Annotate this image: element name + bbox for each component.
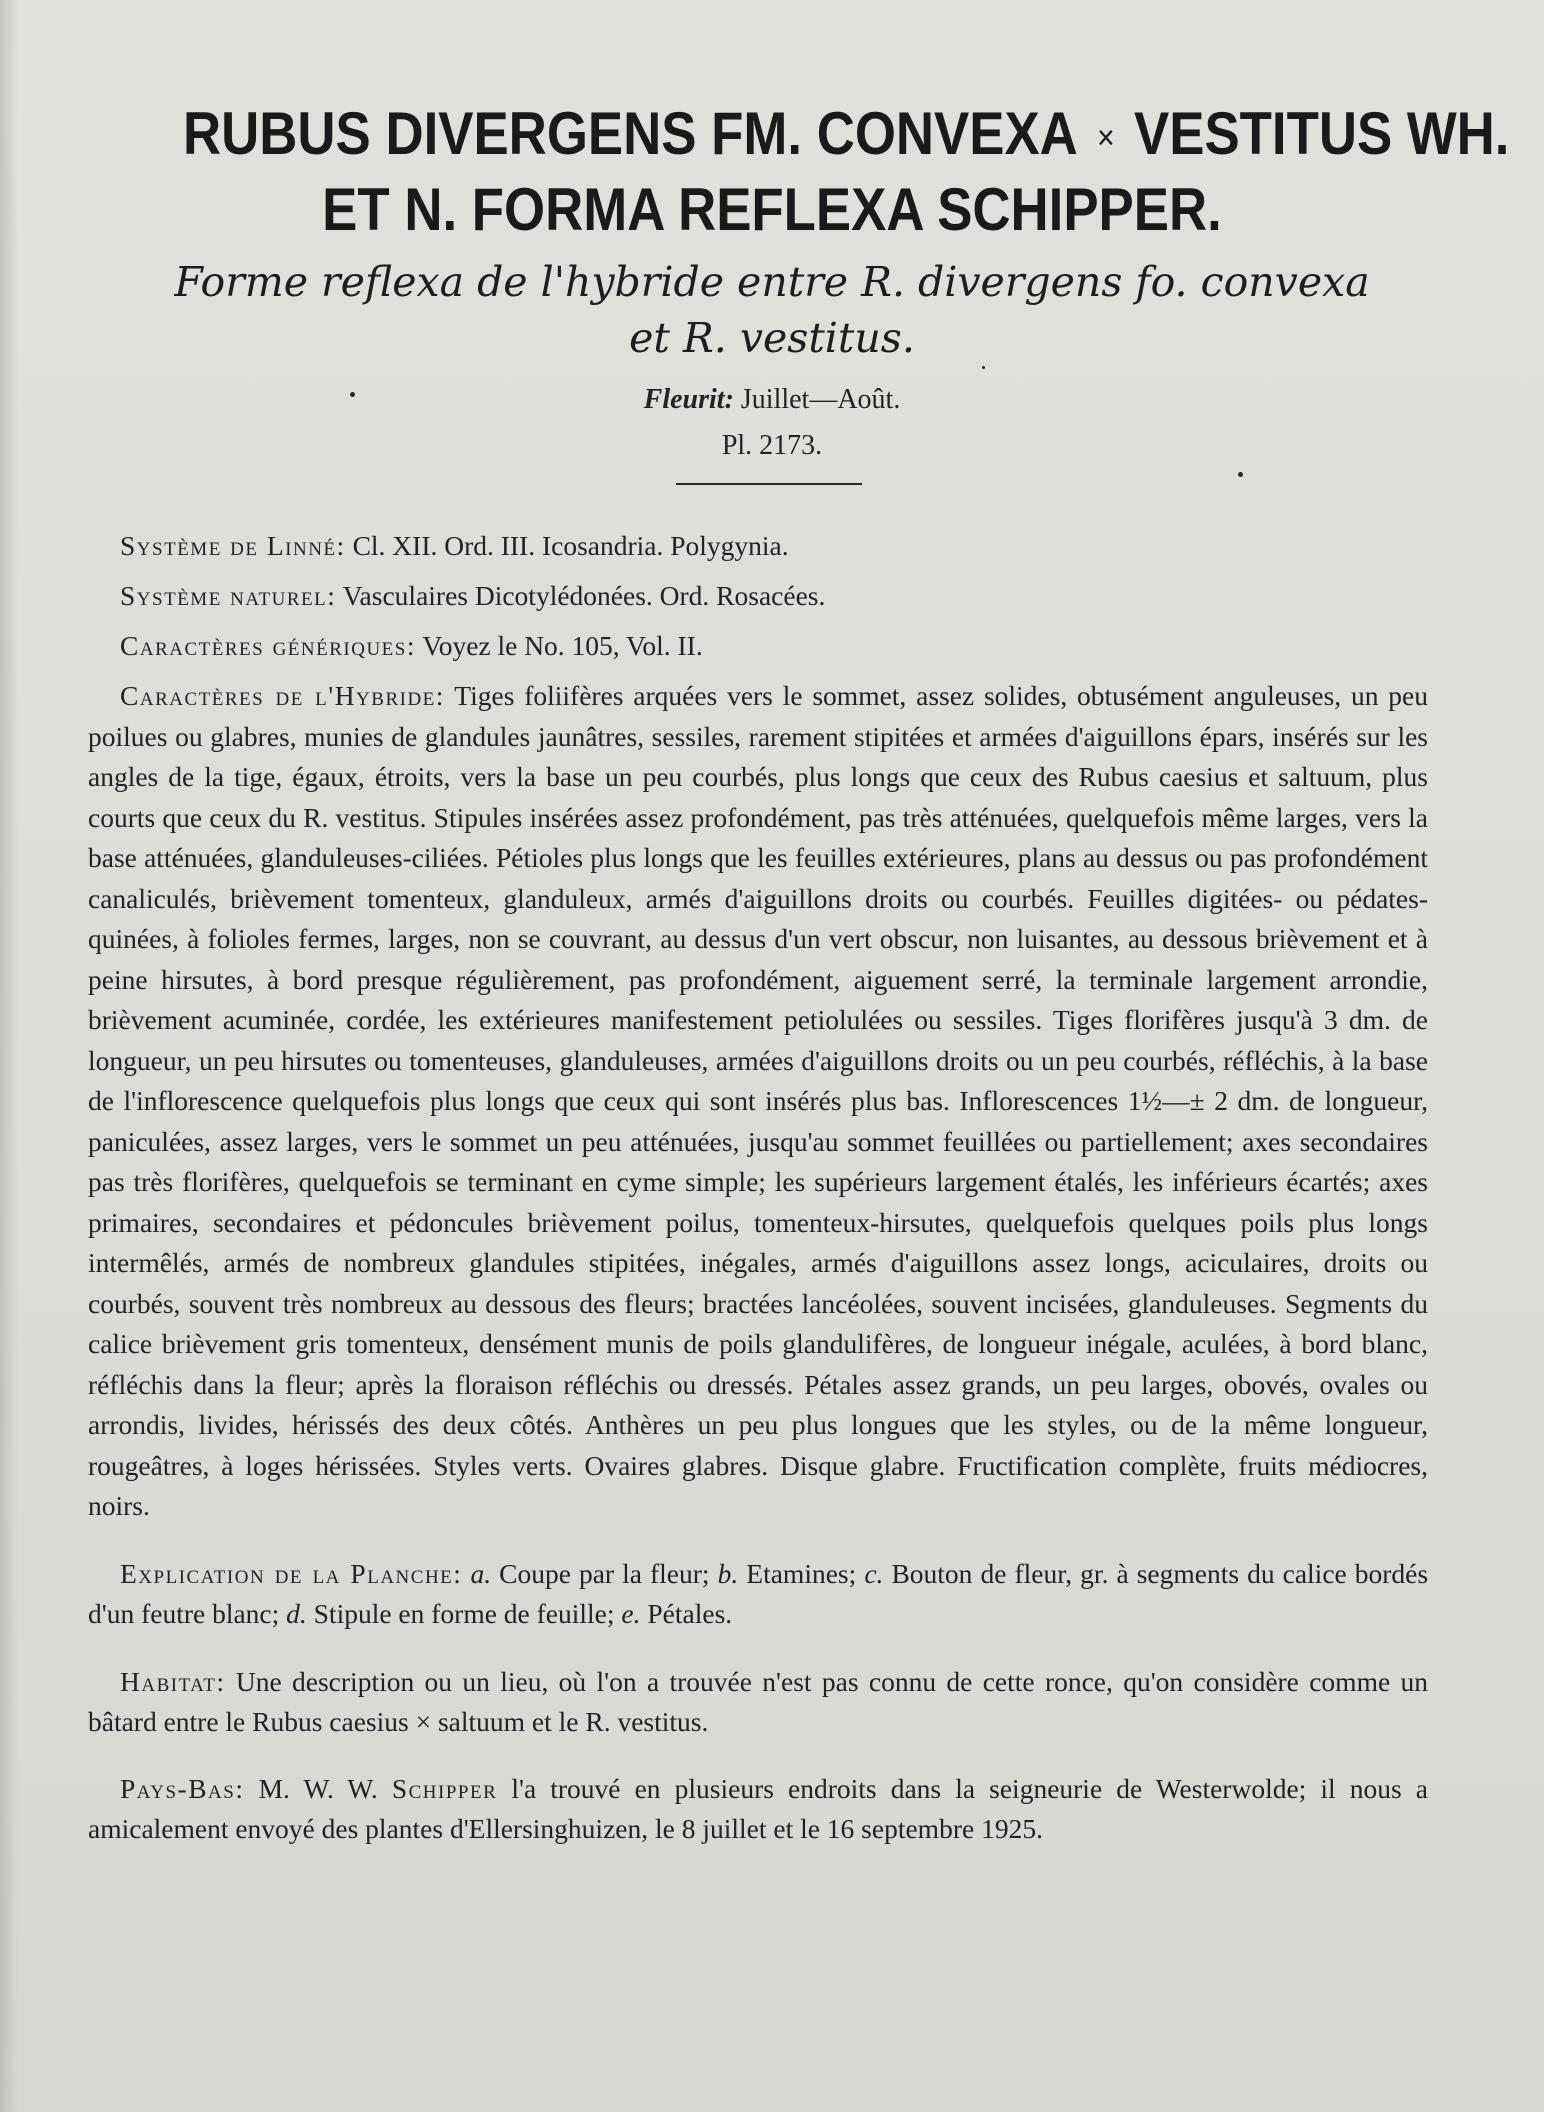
- figure-key-a: a.: [470, 1558, 492, 1589]
- entry-text: Cl. XII. Ord. III. Icosandria. Polygynia.: [352, 530, 789, 561]
- entry-naturel: [88, 576, 1428, 616]
- subtitle-line-1: Forme reflexa de l'hybride entre R. divergens fo. convexa: [174, 258, 1370, 307]
- times-sign: ×: [1097, 119, 1115, 158]
- body-text: [88, 526, 1428, 1877]
- subtitle-line-2: et R. vestitus.: [629, 314, 915, 363]
- entry-hybride: [88, 676, 1428, 1527]
- figure-key-b: b.: [717, 1558, 739, 1589]
- entry-paysbas: [88, 1769, 1428, 1849]
- title-line-1: [183, 98, 1510, 174]
- figure-key-d: d.: [286, 1598, 307, 1629]
- entry-text: Voyez le No. 105, Vol. II.: [422, 630, 703, 661]
- entry-habitat: [88, 1662, 1428, 1742]
- figure-text-b: Etamines;: [746, 1558, 857, 1589]
- figure-key-c: c.: [864, 1558, 884, 1589]
- entry-generiques: [88, 626, 1428, 666]
- divider-rule: [676, 483, 862, 485]
- figure-key-e: e.: [621, 1598, 641, 1629]
- entry-label: Système naturel:: [120, 580, 337, 611]
- title-line-2: ET N. FORMA REFLEXA SCHIPPER.: [322, 176, 1222, 244]
- entry-linne: [88, 526, 1428, 566]
- entry-label: Explication de la Planche:: [120, 1558, 463, 1589]
- entry-label: Habitat:: [120, 1665, 226, 1697]
- collector-initials: M. W. W.: [258, 1773, 378, 1804]
- entry-label: Caractères de l'Hybride:: [120, 680, 445, 711]
- bloom-value: Juillet—Août.: [740, 384, 901, 416]
- bloom-period: [60, 380, 1484, 420]
- bloom-label: Fleurit:: [643, 384, 734, 416]
- figure-text-d: Stipule en forme de feuille;: [313, 1598, 615, 1629]
- print-speck: [1238, 472, 1243, 477]
- entry-text: Une description ou un lieu, où l'on a trouvée n'est pas connu de cette ronce, qu'on considère comme un bâtard entre le Rubus caesius × saltuum et le R. vestitus.: [88, 1665, 1429, 1737]
- figure-text-a: Coupe par la fleur;: [499, 1558, 710, 1589]
- entry-label: Pays-Bas:: [120, 1773, 245, 1804]
- page-edge-shadow: [0, 0, 18, 2112]
- entry-label: Caractères génériques:: [120, 630, 416, 661]
- figure-text-c: Bouton de fleur, gr. à segments du calice bordés d'un feutre blanc;: [88, 1558, 1429, 1629]
- title-part-2: VESTITUS WH.: [1134, 100, 1510, 167]
- entry-text: Vasculaires Dicotylédonées. Ord. Rosacées.: [342, 580, 826, 611]
- entry-explication: [88, 1554, 1428, 1634]
- collector-name: Schipper: [391, 1773, 498, 1804]
- title-part-1: RUBUS DIVERGENS FM. CONVEXA: [183, 100, 1078, 167]
- figure-text-e: Pétales.: [647, 1598, 733, 1629]
- entry-text: Tiges foliifères arquées vers le sommet, assez solides, obtusément anguleuses, un peu poilues ou glabres, munies de glandules jaunâtres, sessiles, rarement stipitées et armées d'aiguillons épars, insérés sur les angles de la tige, égaux, étroits, vers la base un peu courbés, plus longs que ceux des Rubus caesius et saltuum, plus courts que ceux du R. vestitus. Stipules insérées assez profondément, pas très atténuées, quelquefois même larges, vers la base atténuées, glanduleuses-ciliées. Pétioles plus longs que les feuilles extérieures, plans au dessus ou pas profondément canaliculés, brièvement tomenteux, glanduleux, armés d'aiguillons droits ou courbés. Feuilles digitées- ou pédates-quinées, à folioles fermes, larges, non se couvrant, au dessus d'un vert obscur, non luisantes, au dessous brièvement et à peine hirsutes, à bord presque régulièrement, pas profondément, aiguement serré, la terminale largement arrondie, brièvement acuminée, cordée, les extérieures manifestement petiolulées ou sessiles. Tiges florifères jusqu'à 3 dm. de longueur, un peu hirsutes ou tomenteuses, glanduleuses, armées d'aiguillons droits ou un peu courbés, réfléchis, à la base de l'inflorescence quelquefois plus longs que ceux qui sont insérés plus bas. Inflorescences 1½—± 2 dm. de longueur, paniculées, assez larges, vers le sommet un peu atténuées, jusqu'au sommet feuillées ou partiellement; axes secondaires pas très florifères, quelquefois se terminant en cyme simple; les supérieurs largement étalés, les inférieurs écartés; axes primaires, secondaires et pédoncules brièvement poilus, tomenteux-hirsutes, quelquefois quelques poils plus longs intermêlés, armés de nombreux glandules stipitées, inégales, armés d'aiguillons assez longs, aciculaires, droits ou courbés, souvent très nombreux au dessous des fleurs; bractées lancéolées, souvent incisées, glanduleuses. Segments du calice brièvement gris tomenteux, densément munis de poils glandulifères, de longueur inégale, aculées, à bord blanc, réfléchis dans la fleur; après la floraison réfléchis ou dressés. Pétales assez grands, un peu larges, obovés, ovales ou arrondis, livides, hérissés des deux côtés. Anthères un peu plus longues que les styles, ou de la même longueur, rougeâtres, à loges hérissées. Styles verts. Ovaires glabres. Disque glabre. Fructification complète, fruits médiocres, noirs.: [88, 680, 1428, 1521]
- entry-text: l'a trouvé en plusieurs endroits dans la seigneurie de Westerwolde; il nous a amicalement envoyé des plantes d'Ellersinghuizen, le 8 juillet et le 16 septembre 1925.: [88, 1773, 1429, 1844]
- plate-number: Pl. 2173.: [721, 430, 823, 462]
- title-block: [60, 98, 1510, 466]
- entry-label: Système de Linné:: [120, 530, 346, 561]
